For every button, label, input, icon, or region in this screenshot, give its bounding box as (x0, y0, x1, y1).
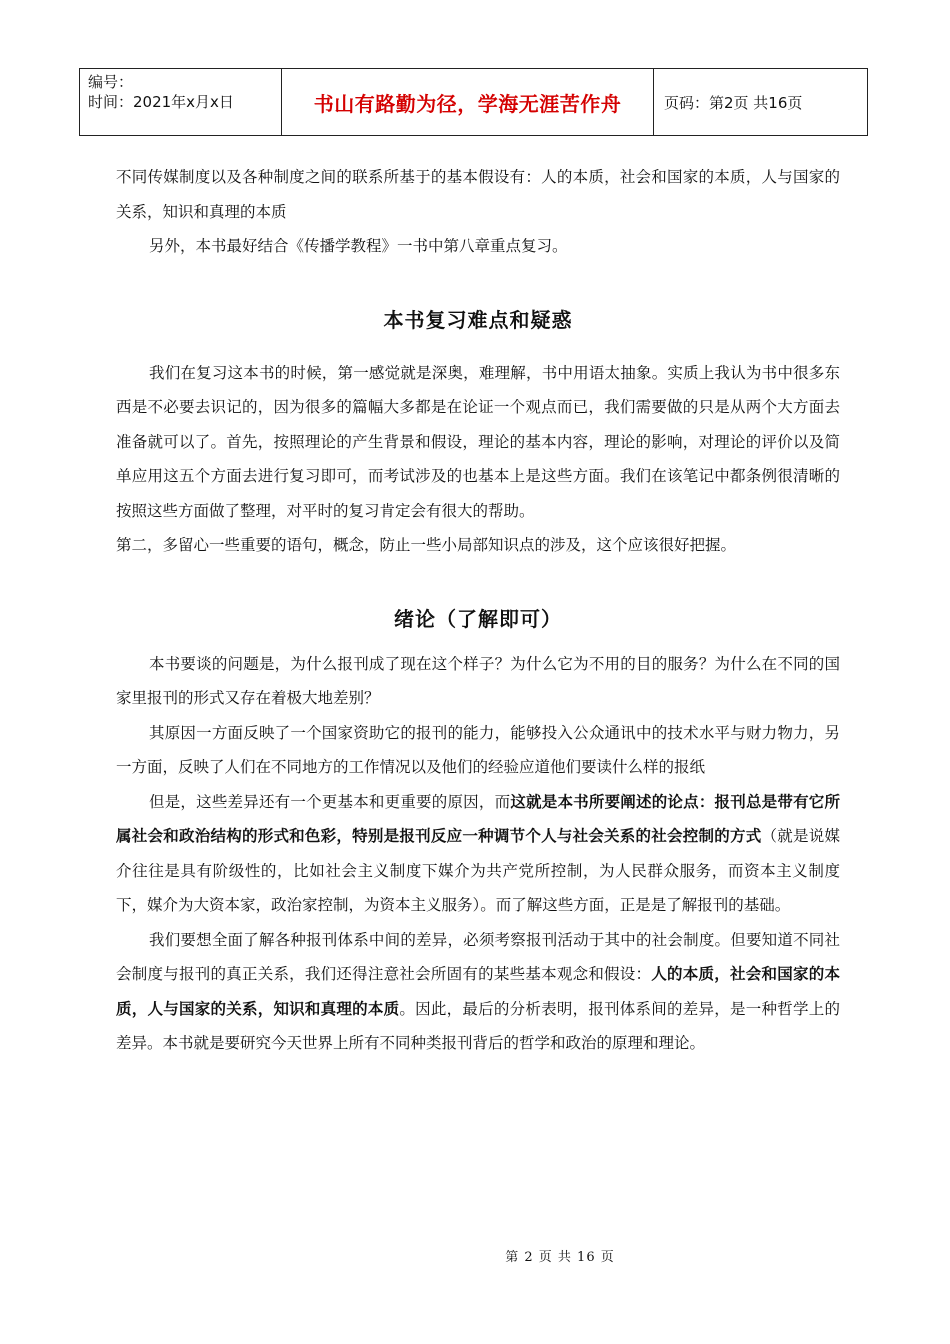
paragraph-3-bold-thesis: 这就是本书所要阐述的论点：报刊总是带有它所属社会和政治结构的形式和色彩，特别是报刊反应一种调节个人与社会关系的社会控制的方式 (116, 791, 840, 845)
paragraph-4-text-a: 我们要想全面了解各种报刊体系中间的差异，必须考察报刊活动于其中的社会制度。但要知道不同社会制度与报刊的真正关系，我们还得注意社会所固有的某些基本观念和假设： (116, 930, 840, 983)
paragraph-4-text-b: 。因此，最后的分析表明，报刊体系间的差异，是一种哲学上的差异。本书就是要研究今天世界上所有不同种类报刊背后的哲学和政治的原理和理论。 (116, 999, 840, 1052)
header-motto: 书山有路勤为径，学海无涯苦作舟 (282, 69, 654, 135)
review-paragraph-2: 第二，多留心一些重要的语句，概念，防止一些小局部知识点的涉及，这个应该很好把握。 (116, 536, 737, 554)
section-heading-introduction: 绪论（了解即可） (394, 606, 562, 631)
introduction-paragraph-4 (116, 923, 840, 1061)
paragraph-3-text-a: 但是，这些差异还有一个更基本和更重要的原因，而 (149, 792, 511, 811)
header-page-info: 页码：第2页 共16页 (664, 93, 803, 112)
header-meta-cell (80, 69, 282, 135)
page-footer: 第 2 页 共 16 页 (505, 1250, 615, 1265)
paragraph-4-bold-assumptions: 人的本质，社会和国家的本质，人与国家的关系，知识和真理的本质 (116, 964, 840, 1018)
introduction-paragraph-1: 本书要谈的问题是，为什么报刊成了现在这个样子？为什么它为不用的目的服务？为什么在不同的国家里报刊的形式又存在着极大地差别？ (116, 654, 840, 707)
document-body (116, 160, 840, 1061)
intro-paragraph-1: 不同传媒制度以及各种制度之间的联系所基于的基本假设有：人的本质，社会和国家的本质，人与国家的关系，知识和真理的本质 (116, 168, 840, 221)
time-label: 时间：2021年x月x日 (88, 93, 234, 111)
introduction-paragraph-2: 其原因一方面反映了一个国家资助它的报刊的能力，能够投入公众通讯中的技术水平与财力物力，另一方面，反映了人们在不同地方的工作情况以及他们的经验应道他们要读什么样的报纸 (116, 723, 840, 776)
paragraph-3-text-b: （就是说媒介往往是具有阶级性的，比如社会主义制度下媒介为共产党所控制，为人民群众服务，而资本主义制度下，媒介为大资本家，政治家控制，为资本主义服务）。而了解这些方面，正是是了解报刊的基础。 (116, 827, 840, 914)
introduction-paragraph-3 (116, 785, 840, 923)
header-table (79, 68, 868, 136)
section-heading-review: 本书复习难点和疑惑 (383, 307, 573, 332)
review-paragraph-1: 我们在复习这本书的时候，第一感觉就是深奥，难理解，书中用语太抽象。实质上我认为书中很多东西是不必要去识记的，因为很多的篇幅大多都是在论证一个观点而已，我们需要做的只是从两个大方面去准备就可以了。首先，按照理论的产生背景和假设，理论的基本内容，理论的影响，对理论的评价以及简单应用这五个方面去进行复习即可，而考试涉及的也基本上是这些方面。我们在该笔记中都条例很清晰的按照这些方面做了整理，对平时的复习肯定会有很大的帮助。 (116, 363, 840, 520)
number-label: 编号： (88, 73, 134, 91)
intro-paragraph-2: 另外，本书最好结合《传播学教程》一书中第八章重点复习。 (149, 237, 568, 255)
